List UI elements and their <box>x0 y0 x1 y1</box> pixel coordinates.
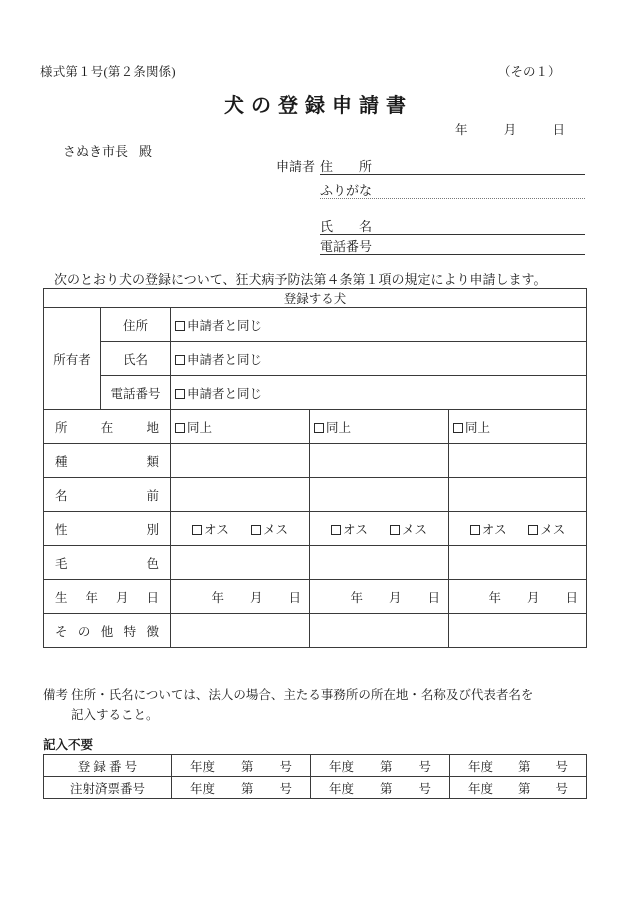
table-row <box>44 580 587 614</box>
owner-name-checkbox-label: 申請者と同じ <box>187 352 263 367</box>
location-checkbox-label: 同上 <box>187 420 213 435</box>
table-row <box>44 444 587 478</box>
dogname-cell-2[interactable] <box>310 478 449 512</box>
checkbox-icon[interactable] <box>175 389 185 399</box>
office-use-table <box>43 754 587 799</box>
checkbox-icon[interactable] <box>453 423 463 433</box>
other-features-label: その他特徴 <box>44 614 171 648</box>
other-features-cell-3[interactable] <box>449 614 587 648</box>
sex-male-option[interactable]: オス <box>331 520 368 538</box>
checkbox-icon[interactable] <box>528 525 538 535</box>
table-row <box>44 308 587 342</box>
owner-name-cell[interactable] <box>171 342 587 376</box>
sex-female-option[interactable]: メス <box>251 520 288 538</box>
table-row <box>44 478 587 512</box>
dog-registration-table <box>43 288 587 648</box>
table-row <box>44 755 587 777</box>
owner-address-cell[interactable] <box>171 308 587 342</box>
remarks-line2: 記入すること。 <box>71 708 159 722</box>
registration-number-label: 登 録 番 号 <box>44 755 172 777</box>
remarks-note <box>43 685 533 725</box>
addressee <box>63 141 152 160</box>
no-entry-heading: 記入不要 <box>43 738 94 752</box>
table-title: 登録する犬 <box>44 289 587 308</box>
checkbox-icon[interactable] <box>192 525 202 535</box>
addressee-honorific: 殿 <box>139 144 153 159</box>
owner-tel-label: 電話番号 <box>101 376 171 410</box>
registration-number-cell-2[interactable]: 年度 第 号 <box>311 755 450 777</box>
breed-label: 種 類 <box>44 444 171 478</box>
addressee-name: さぬき市長 <box>63 144 129 159</box>
applicant-label: 申請者 <box>276 159 316 174</box>
other-features-cell-1[interactable] <box>171 614 310 648</box>
vaccination-number-cell-2[interactable]: 年度 第 号 <box>311 777 450 799</box>
applicant-address-label: 住 所 <box>320 159 373 174</box>
applicant-furigana-field[interactable] <box>320 180 585 199</box>
sex-cell-2[interactable] <box>310 512 449 546</box>
table-row <box>44 777 587 799</box>
sex-cell-1[interactable] <box>171 512 310 546</box>
vaccination-number-label: 注射済票番号 <box>44 777 172 799</box>
checkbox-icon[interactable] <box>175 423 185 433</box>
color-cell-1[interactable] <box>171 546 310 580</box>
color-cell-3[interactable] <box>449 546 587 580</box>
applicant-tel-field[interactable] <box>320 236 585 255</box>
owner-tel-cell[interactable] <box>171 376 587 410</box>
checkbox-icon[interactable] <box>175 321 185 331</box>
form-number: 様式第１号(第２条関係) <box>40 65 176 79</box>
table-row <box>44 546 587 580</box>
registration-number-cell-3[interactable]: 年度 第 号 <box>450 755 587 777</box>
table-row <box>44 410 587 444</box>
checkbox-icon[interactable] <box>314 423 324 433</box>
sex-female-option[interactable]: メス <box>528 520 565 538</box>
table-row <box>44 512 587 546</box>
page-title: 犬の登録申請書 <box>224 95 413 117</box>
dogname-cell-1[interactable] <box>171 478 310 512</box>
location-checkbox-label: 同上 <box>465 420 491 435</box>
vaccination-number-cell-3[interactable]: 年度 第 号 <box>450 777 587 799</box>
birthdate-cell-3[interactable]: 年 月 日 <box>449 580 587 614</box>
applicant-name-field[interactable] <box>320 216 585 235</box>
owner-name-label: 氏名 <box>101 342 171 376</box>
applicant-furigana-label: ふりがな <box>320 183 373 198</box>
color-cell-2[interactable] <box>310 546 449 580</box>
checkbox-icon[interactable] <box>470 525 480 535</box>
checkbox-icon[interactable] <box>251 525 261 535</box>
breed-cell-1[interactable] <box>171 444 310 478</box>
checkbox-icon[interactable] <box>331 525 341 535</box>
location-cell-3[interactable] <box>449 410 587 444</box>
date-month-label: 月 <box>503 123 517 137</box>
registration-number-cell-1[interactable]: 年度 第 号 <box>172 755 311 777</box>
location-label: 所 在 地 <box>44 410 171 444</box>
owner-tel-checkbox-label: 申請者と同じ <box>187 386 263 401</box>
breed-cell-2[interactable] <box>310 444 449 478</box>
other-features-cell-2[interactable] <box>310 614 449 648</box>
table-row <box>44 614 587 648</box>
sex-male-option[interactable]: オス <box>470 520 507 538</box>
intro-sentence: 次のとおり犬の登録について、狂犬病予防法第４条第１項の規定により申請します。 <box>54 272 547 287</box>
sex-label: 性 別 <box>44 512 171 546</box>
location-checkbox-label: 同上 <box>326 420 352 435</box>
date-line <box>455 120 565 138</box>
remarks-prefix: 備考 <box>43 688 69 702</box>
applicant-name-label: 氏 名 <box>320 219 373 234</box>
applicant-address-field[interactable] <box>320 156 585 175</box>
table-title-row <box>44 289 587 308</box>
table-row <box>44 342 587 376</box>
color-label: 毛 色 <box>44 546 171 580</box>
owner-address-label: 住所 <box>101 308 171 342</box>
checkbox-icon[interactable] <box>175 355 185 365</box>
applicant-tel-label: 電話番号 <box>320 239 373 254</box>
breed-cell-3[interactable] <box>449 444 587 478</box>
birthdate-label: 生 年 月 日 <box>44 580 171 614</box>
sex-female-option[interactable]: メス <box>390 520 427 538</box>
remarks-line1: 住所・氏名については、法人の場合、主たる事務所の所在地・名称及び代表者名を <box>71 688 534 702</box>
dogname-label: 名 前 <box>44 478 171 512</box>
sex-male-option[interactable]: オス <box>192 520 229 538</box>
table-row <box>44 376 587 410</box>
birthdate-cell-1[interactable]: 年 月 日 <box>171 580 310 614</box>
birthdate-cell-2[interactable]: 年 月 日 <box>310 580 449 614</box>
owner-label: 所有者 <box>44 308 101 410</box>
location-cell-1[interactable] <box>171 410 310 444</box>
owner-address-checkbox-label: 申請者と同じ <box>187 318 263 333</box>
dogname-cell-3[interactable] <box>449 478 587 512</box>
sex-cell-3[interactable] <box>449 512 587 546</box>
vaccination-number-cell-1[interactable]: 年度 第 号 <box>172 777 311 799</box>
date-year-label: 年 <box>455 123 468 137</box>
location-cell-2[interactable] <box>310 410 449 444</box>
checkbox-icon[interactable] <box>390 525 400 535</box>
date-day-label: 日 <box>552 123 565 137</box>
sheet-number: （その１） <box>498 65 561 79</box>
